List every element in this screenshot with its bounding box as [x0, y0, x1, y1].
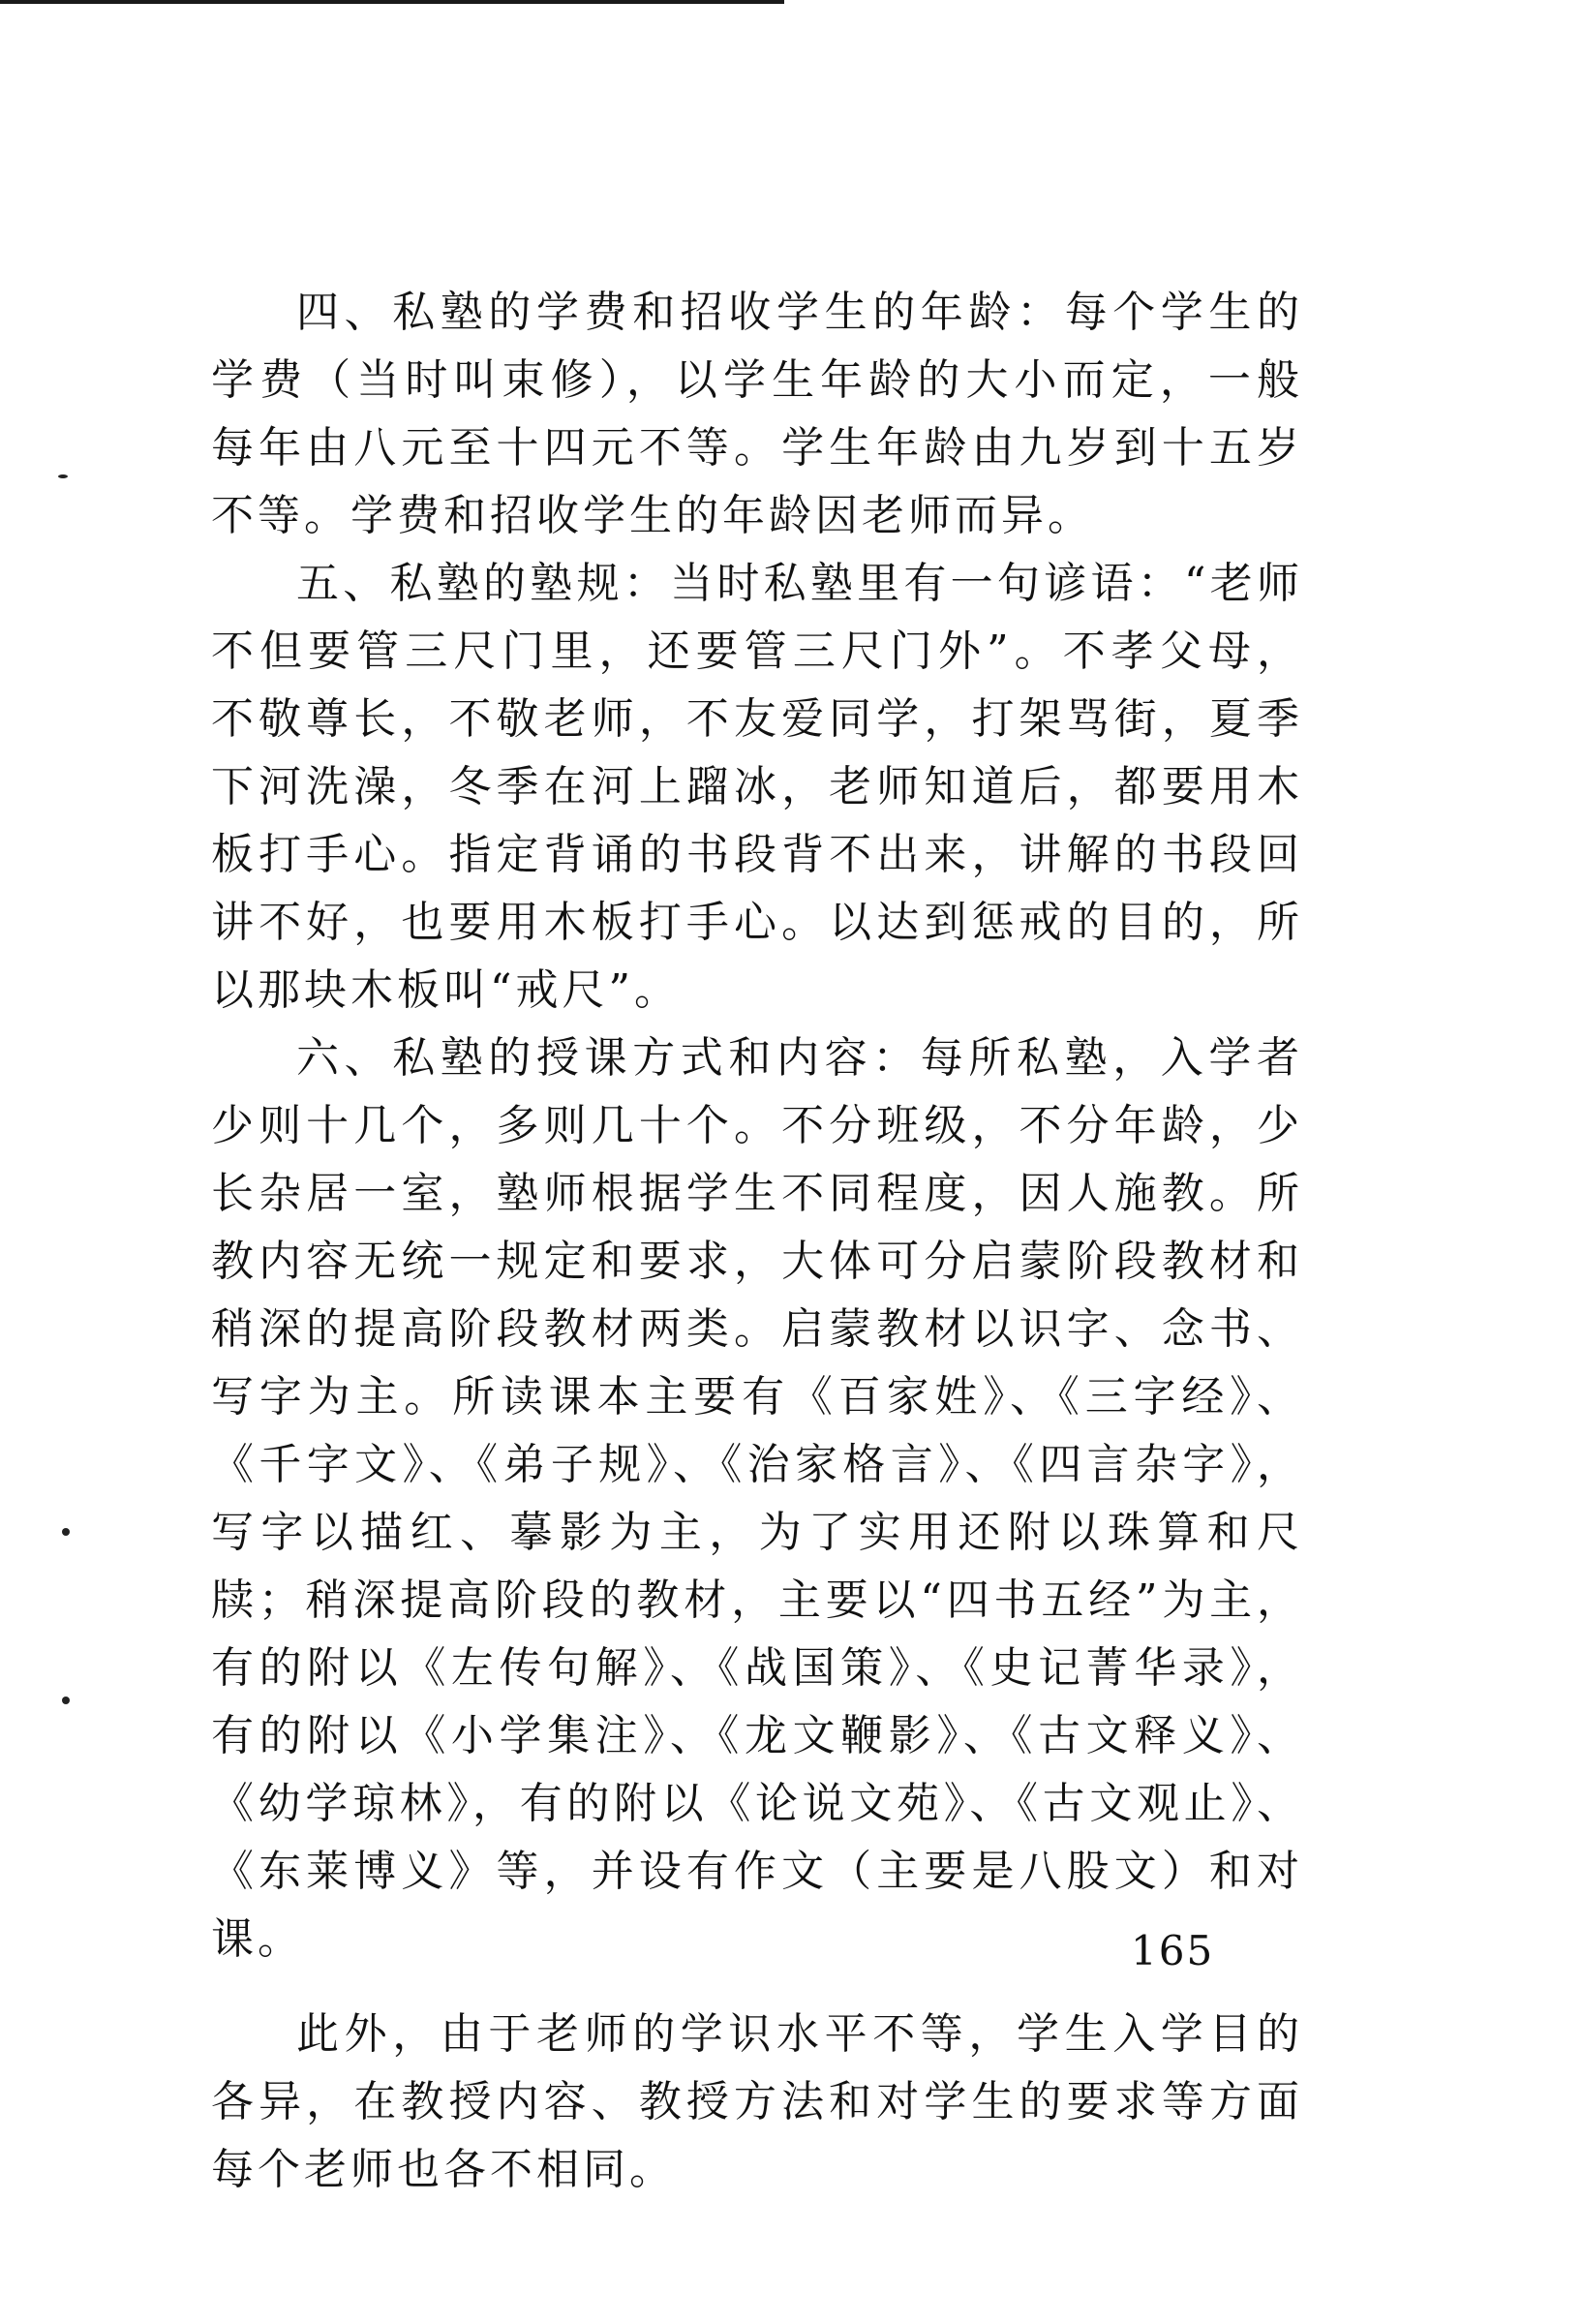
body-text [211, 279, 1303, 2204]
page-number: 165 [1131, 1927, 1215, 1974]
paragraph-conclusion: 此外，由于老师的学识水平不等，学生入学目的各异，在教授内容、教授方法和对学生的要求等方面每个老师也各不相同。 [211, 2009, 1303, 2194]
scan-speck [62, 1697, 70, 1704]
top-edge-rule [0, 0, 784, 4]
paragraph-rules: 五、私塾的塾规：当时私塾里有一句谚语：“老师不但要管三尺门里，还要管三尺门外”。不孝父母，不敬尊长，不敬老师，不友爱同学，打架骂街，夏季下河洗澡，冬季在河上蹓冰，老师知道后，都要用木板打手心。指定背诵的书段背不出来，讲解的书段回讲不好，也要用木板打手心。以达到惩戒的目的，所以那块木板叫“戒尺”。 [211, 559, 1303, 1015]
scan-speck [62, 1528, 70, 1536]
paragraph-tuition: 四、私塾的学费和招收学生的年龄：每个学生的学费（当时叫束修），以学生年龄的大小而定，一般每年由八元至十四元不等。学生年龄由九岁到十五岁不等。学费和招收学生的年龄因老师而异。 [211, 288, 1303, 540]
scan-speck [58, 474, 68, 478]
paragraph-teaching: 六、私塾的授课方式和内容：每所私塾，入学者少则十几个，多则几十个。不分班级，不分年龄，少长杂居一室，塾师根据学生不同程度，因人施教。所教内容无统一规定和要求，大体可分启蒙阶段教材和稍深的提高阶段教材两类。启蒙教材以识字、念书、写字为主。所读课本主要有《百家姓》、《三字经》、《千字文》、《弟子规》、《治家格言》、《四言杂字》，写字以描红、摹影为主，为了实用还附以珠算和尺牍；稍深提高阶段的教材，主要以“四书五经”为主，有的附以《左传句解》、《战国策》、《史记菁华录》，有的附以《小学集注》、《龙文鞭影》、《古文释义》、《幼学琼林》，有的附以《论说文苑》、《古文观止》、《东莱博义》等，并设有作文（主要是八股文）和对课。 [211, 1033, 1303, 1964]
